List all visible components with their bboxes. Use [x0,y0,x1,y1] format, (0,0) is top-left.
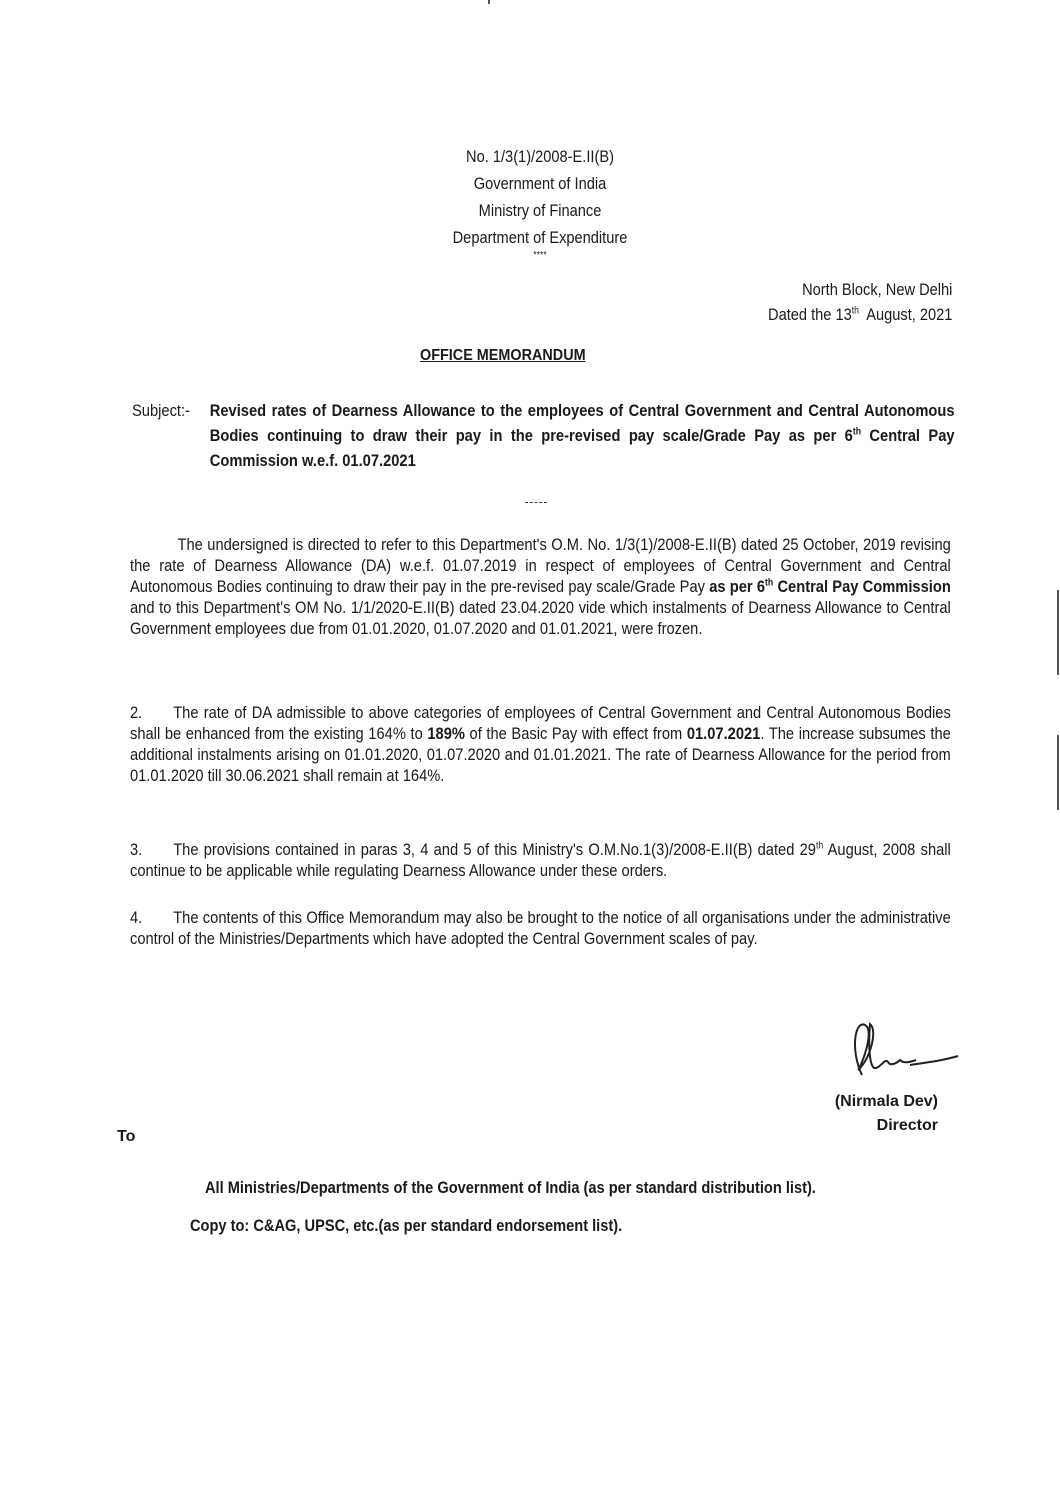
signatory-block [835,1090,938,1138]
paragraph-1 [130,534,951,639]
p1-sup: th [765,577,774,589]
date-text: Dated the 13 [767,305,852,324]
p1-bold-2: Central Pay Commission [773,577,951,596]
place: North Block, New Delhi [801,280,952,299]
signature-icon [840,1010,960,1085]
p3-sup: th [815,840,824,852]
government: Government of India [473,174,607,193]
divider [525,502,547,503]
distribution-list: All Ministries/Departments of the Government of India (as per standard distribution list). [205,1178,816,1197]
document-title: OFFICE MEMORANDUM [420,347,586,364]
paragraph-4 [130,907,951,949]
p1-bold: as per 6 [709,577,766,596]
scan-edge-mark [1057,590,1059,675]
subject [132,398,955,473]
p2-bold-2: 01.07.2021 [686,724,761,743]
scan-edge-mark [488,0,490,4]
paragraph-2 [130,702,951,786]
subject-part: Revised rates of Dearness Allowance to the employees of Central Government and Central Autonomous Bodies continuing to draw their pay in the pre-revised pay scale/Grade Pay as per 6 [209,401,955,445]
date-text-2: August, 2021 [858,305,952,324]
p4-text: The contents of this Office Memorandum may also be brought to the notice of all organisations under the administrative control of the Ministries/Departments which have adopted the Central Government scales of pay. [130,908,951,948]
ministry: Ministry of Finance [478,201,602,220]
place-date [768,277,952,327]
p1-text-2: and to this Department's OM No. 1/1/2020-E.II(B) dated 23.04.2020 vide which instalments of Dearness Allowance to Central Government employees due from 01.01.2020, 01.07.2020 and 01.01.2021, were frozen. [130,598,951,638]
p4-number: 4. [130,908,143,927]
p1-text: The undersigned is directed to refer to this Department's O.M. No. 1/3(1)/2008-E.II(B) dated 25 October, 2019 revising the rate of Dearness Allowance (DA) w.e.f. 01.07.2019 in respect of employees of Central Government and Central Autonomous Bodies continuing to draw their pay in the pre-revised pay scale/Grade Pay [130,535,951,596]
p2-text: The rate of DA admissible to above categories of employees of Central Government and Central Autonomous Bodies shall be enhanced from the existing 164% to [130,703,951,743]
p3-text-2: August, 2008 shall continue to be applicable while regulating Dearness Allowance under these orders. [130,840,951,880]
signature [840,1010,960,1090]
to-label: To [117,1128,136,1145]
subject-label: Subject:- [132,401,190,420]
p2-text-2: of the Basic Pay with effect from [464,724,687,743]
subject-sup: th [852,426,862,438]
p2-number: 2. [130,703,143,722]
file-number: No. 1/3(1)/2008-E.II(B) [466,147,614,166]
paragraph-3 [130,839,951,881]
subject-part-2: Central Pay Commission w.e.f. 01.07.2021 [209,426,955,470]
date-sup: th [851,305,859,317]
separator-stars: **** [533,250,547,261]
department: Department of Expenditure [452,228,628,247]
signatory-designation: Director [876,1117,938,1134]
p2-text-3: . The increase subsumes the additional instalments arising on 01.01.2020, 01.07.2020 and 01.01.2021. The rate of Dearness Allowance for the period from 01.01.2020 till 30.06.2021 shall remain at 164%. [130,724,951,785]
p3-text: The provisions contained in paras 3, 4 and 5 of this Ministry's O.M.No.1(3)/2008-E.II(B) dated 29 [173,840,816,859]
signatory-name: (Nirmala Dev) [834,1093,938,1110]
letterhead [340,143,740,261]
date [768,302,952,327]
subject-text [210,398,955,473]
scan-edge-mark [1057,735,1059,810]
copy-to: Copy to: C&AG, UPSC, etc.(as per standard endorsement list). [190,1216,623,1235]
p2-bold: 189% [427,724,465,743]
p3-number: 3. [130,840,143,859]
